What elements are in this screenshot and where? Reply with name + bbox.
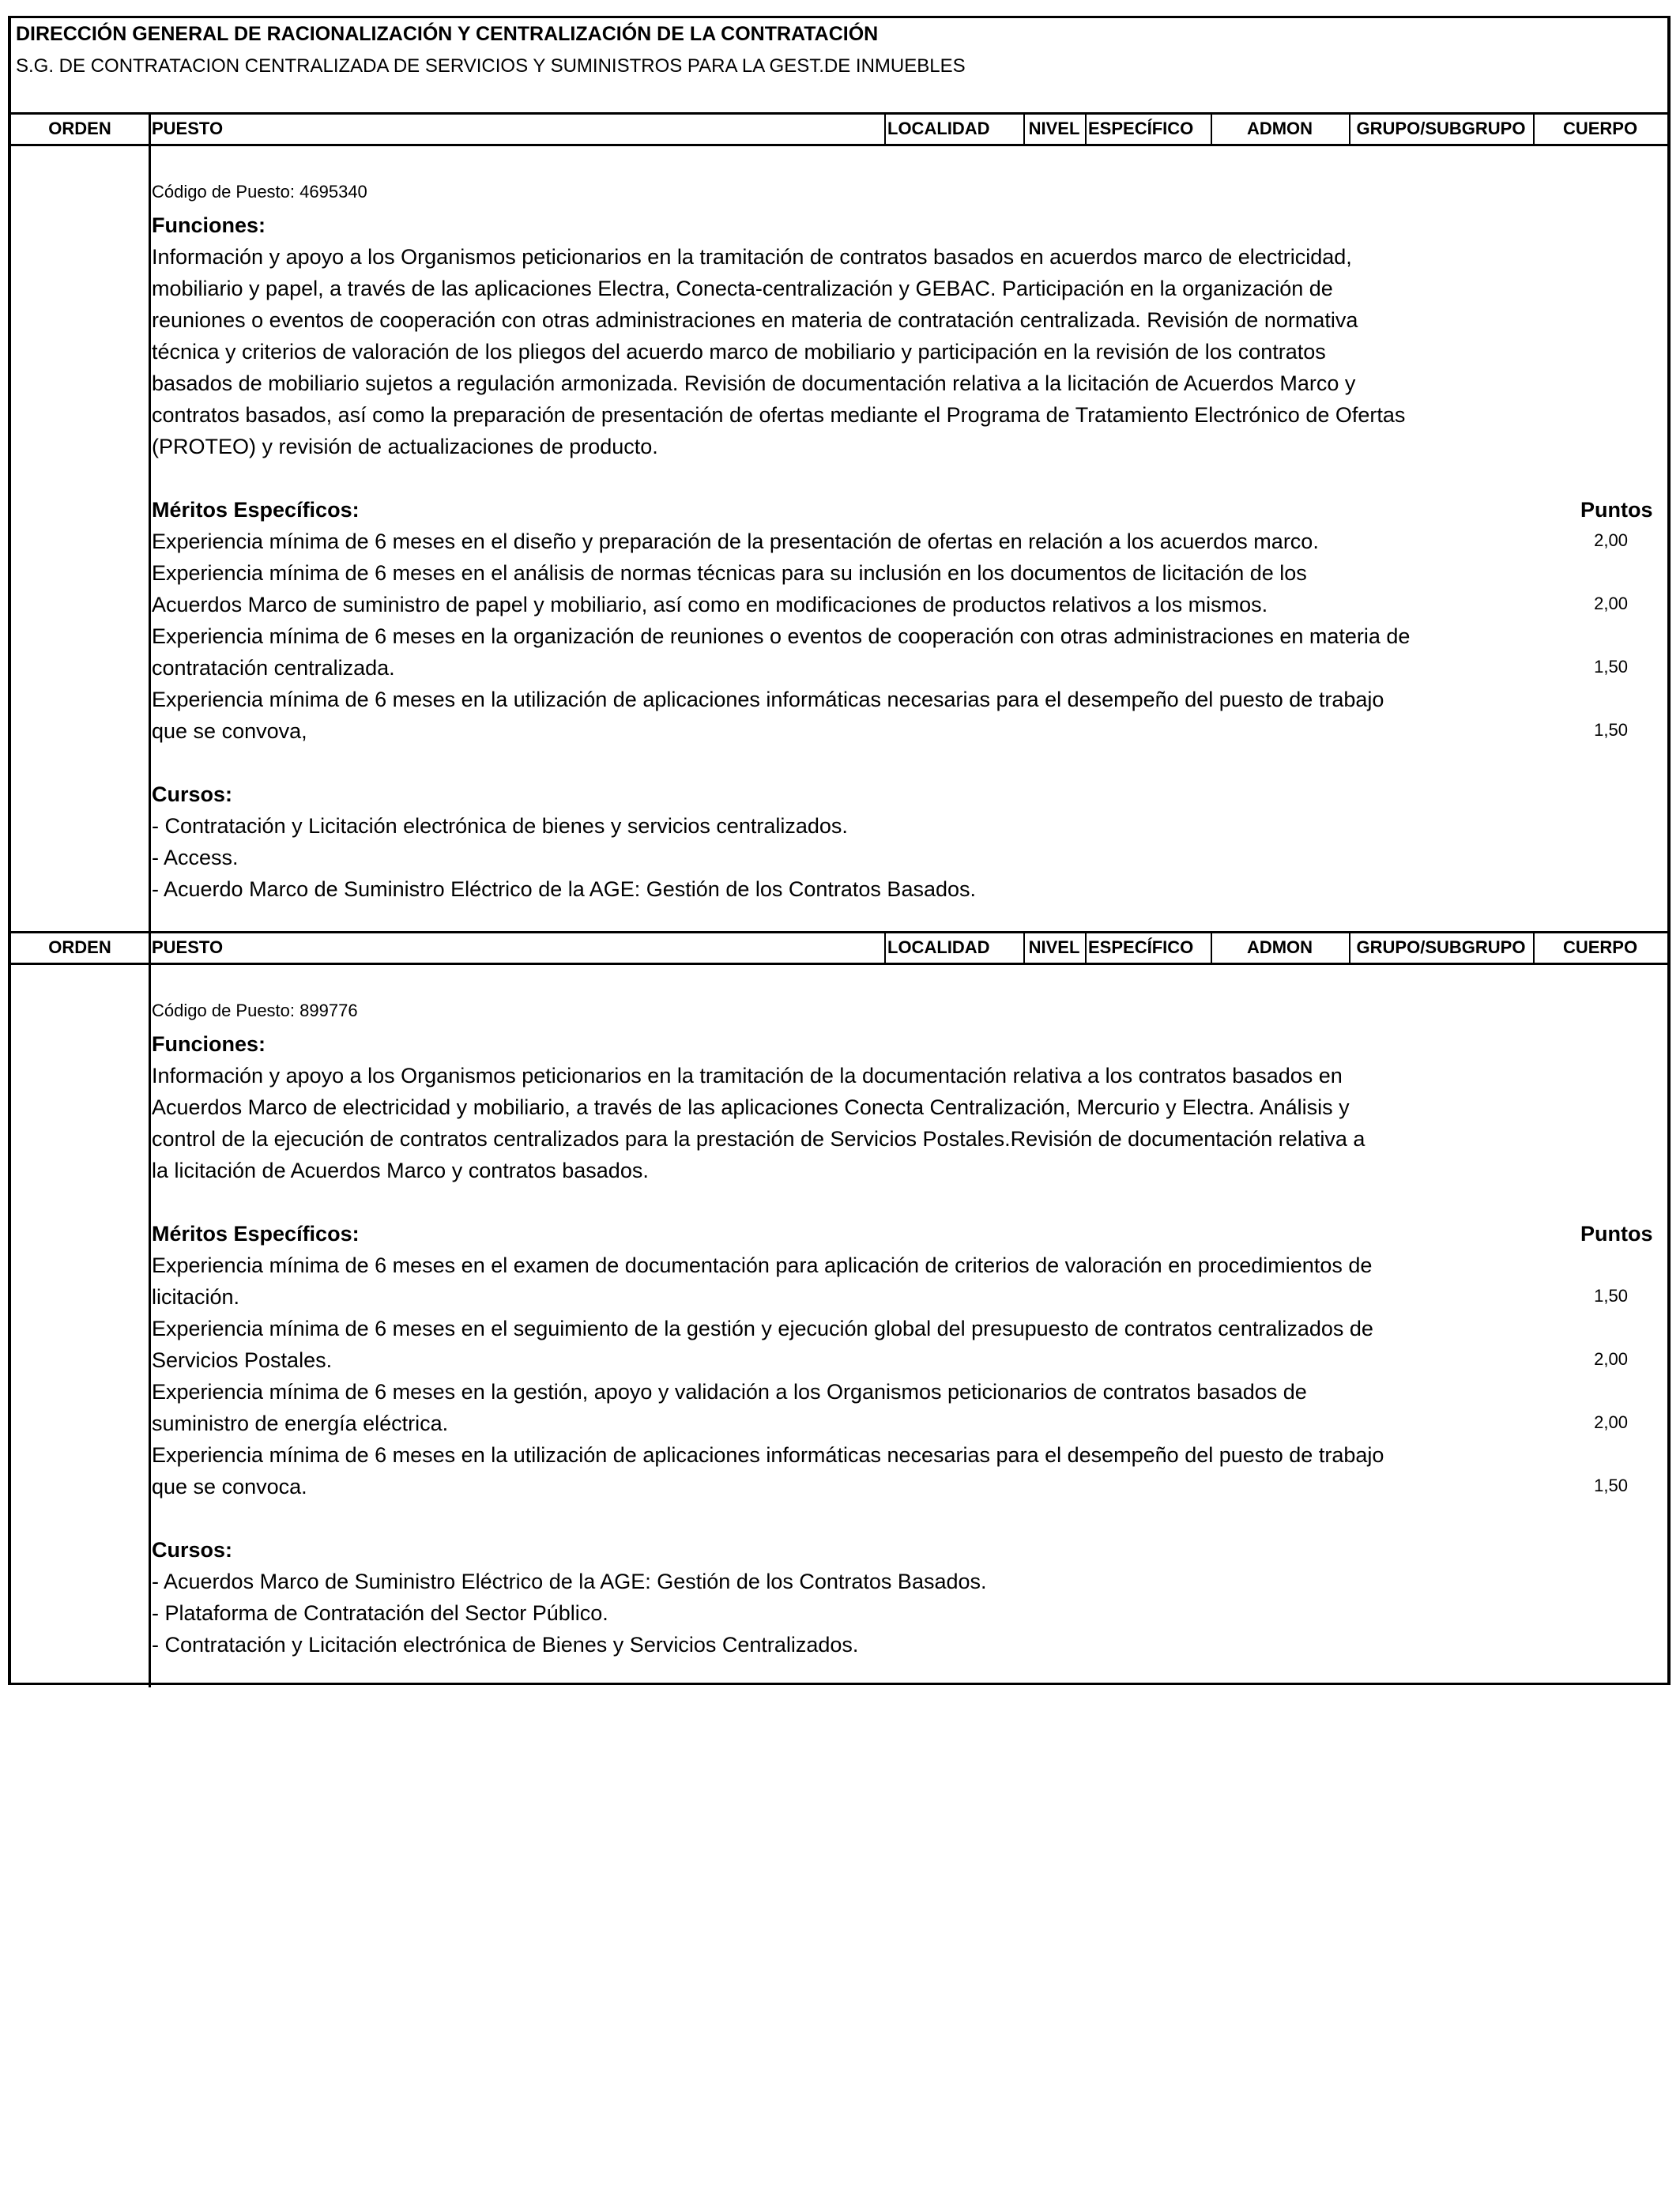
funciones-line: Acuerdos Marco de electricidad y mobiliario, a través de las aplicaciones Conecta Centralización, Mercurio y Electra. Análisis y — [152, 1095, 1350, 1119]
merito-line: Experiencia mínima de 6 meses en el seguimiento de la gestión y ejecución global del presupuesto de contratos centralizados de — [152, 1317, 1373, 1340]
merito-line: que se convoca. — [152, 1475, 307, 1498]
column-divider — [884, 112, 886, 144]
merito-puntos: 1,50 — [1594, 1476, 1628, 1495]
merito-puntos: 2,00 — [1594, 1412, 1628, 1432]
column-header-puesto: PUESTO — [152, 119, 224, 138]
funciones-line: Información y apoyo a los Organismos peticionarios en la tramitación de contratos basados en acuerdos marco de electricidad, — [152, 245, 1352, 269]
merito-puntos: 1,50 — [1594, 720, 1628, 740]
curso-line: - Access. — [152, 846, 239, 869]
merito-line: Experiencia mínima de 6 meses en la organización de reuniones o eventos de cooperación con otras administraciones en materia de — [152, 624, 1411, 648]
funciones-line: Información y apoyo a los Organismos peticionarios en la tramitación de la documentación relativa a los contratos basados en — [152, 1064, 1343, 1088]
funciones-line: la licitación de Acuerdos Marco y contratos basados. — [152, 1159, 649, 1182]
column-divider — [1085, 112, 1087, 144]
header-row-top — [11, 931, 1667, 933]
position-code-label: Código de Puesto: — [152, 182, 300, 202]
merito-line: suministro de energía eléctrica. — [152, 1412, 449, 1435]
column-divider — [1085, 931, 1087, 963]
position-code-value: 4695340 — [299, 182, 367, 202]
column-header-nivel: NIVEL — [1028, 937, 1080, 957]
column-header-admon: ADMON — [1246, 937, 1313, 957]
merito-line: que se convova, — [152, 719, 307, 743]
column-divider — [1023, 112, 1025, 144]
curso-line: - Plataforma de Contratación del Sector Público. — [152, 1601, 608, 1625]
position-code — [152, 1001, 358, 1021]
document-table — [8, 16, 1671, 1685]
cursos-label: Cursos: — [152, 782, 233, 806]
column-header-localidad: LOCALIDAD — [887, 937, 990, 957]
column-divider — [1349, 931, 1350, 963]
merito-line: Experiencia mínima de 6 meses en el análisis de normas técnicas para su inclusión en los documentos de licitación de los — [152, 561, 1307, 585]
header-title: DIRECCIÓN GENERAL DE RACIONALIZACIÓN Y CENTRALIZACIÓN DE LA CONTRATACIÓN — [16, 23, 879, 45]
merito-line: contratación centralizada. — [152, 656, 395, 680]
header-row-bottom — [11, 963, 1667, 965]
column-divider — [884, 931, 886, 963]
column-header-admon: ADMON — [1246, 119, 1313, 138]
funciones-line: técnica y criterios de valoración de los pliegos del acuerdo marco de mobiliario y participación en la revisión de los contratos — [152, 340, 1326, 364]
curso-line: - Contratación y Licitación electrónica de Bienes y Servicios Centralizados. — [152, 1633, 859, 1657]
merito-line: licitación. — [152, 1285, 240, 1309]
merito-line: Experiencia mínima de 6 meses en la utilización de aplicaciones informáticas necesarias para el desempeño del puesto de trabajo — [152, 1443, 1384, 1467]
column-header-grupo: GRUPO/SUBGRUPO — [1356, 119, 1526, 138]
funciones-line: reuniones o eventos de cooperación con otras administraciones en materia de contratación centralizada. Revisión de normativa — [152, 308, 1358, 332]
column-divider — [1533, 931, 1535, 963]
column-divider — [1023, 931, 1025, 963]
orden-column-divider — [149, 931, 151, 1687]
meritos-label: Méritos Específicos: — [152, 1222, 360, 1246]
funciones-line: basados de mobiliario sujetos a regulación armonizada. Revisión de documentación relativa a la licitación de Acuerdos Marco y — [152, 371, 1356, 395]
puntos-label: Puntos — [1580, 498, 1653, 522]
merito-line: Acuerdos Marco de suministro de papel y mobiliario, así como en modificaciones de productos relativos a los mismos. — [152, 593, 1268, 616]
header-subtitle: S.G. DE CONTRATACION CENTRALIZADA DE SERVICIOS Y SUMINISTROS PARA LA GEST.DE INMUEBLES — [16, 55, 966, 77]
column-header-orden: ORDEN — [48, 937, 111, 957]
position-code — [152, 182, 367, 202]
column-header-nivel: NIVEL — [1028, 119, 1080, 138]
curso-line: - Acuerdo Marco de Suministro Eléctrico de la AGE: Gestión de los Contratos Basados. — [152, 877, 977, 901]
funciones-line: mobiliario y papel, a través de las aplicaciones Electra, Conecta-centralización y GEBAC. Participación en la organización de — [152, 277, 1333, 300]
column-divider — [1211, 931, 1212, 963]
column-header-cuerpo: CUERPO — [1562, 119, 1638, 138]
funciones-label: Funciones: — [152, 213, 266, 237]
merito-line: Experiencia mínima de 6 meses en la gestión, apoyo y validación a los Organismos peticionarios de contratos basados de — [152, 1380, 1307, 1404]
meritos-label: Méritos Específicos: — [152, 498, 360, 522]
header-row-bottom — [11, 144, 1667, 146]
orden-column-divider — [149, 112, 151, 931]
funciones-label: Funciones: — [152, 1032, 266, 1056]
header-row-top — [11, 112, 1667, 115]
column-header-especifico: ESPECÍFICO — [1088, 119, 1194, 138]
column-header-localidad: LOCALIDAD — [887, 119, 990, 138]
merito-line: Experiencia mínima de 6 meses en la utilización de aplicaciones informáticas necesarias para el desempeño del puesto de trabajo — [152, 688, 1384, 711]
column-header-puesto: PUESTO — [152, 937, 224, 957]
column-header-orden: ORDEN — [48, 119, 111, 138]
merito-line: Servicios Postales. — [152, 1348, 333, 1372]
column-header-grupo: GRUPO/SUBGRUPO — [1356, 937, 1526, 957]
column-divider — [1533, 112, 1535, 144]
column-header-cuerpo: CUERPO — [1562, 937, 1638, 957]
merito-puntos: 1,50 — [1594, 657, 1628, 677]
curso-line: - Contratación y Licitación electrónica de bienes y servicios centralizados. — [152, 814, 848, 838]
funciones-line: contratos basados, así como la preparación de presentación de ofertas mediante el Programa de Tratamiento Electrónico de Ofertas — [152, 403, 1406, 427]
column-divider — [1211, 112, 1212, 144]
column-header-especifico: ESPECÍFICO — [1088, 937, 1194, 957]
position-code-label: Código de Puesto: — [152, 1001, 300, 1020]
cursos-label: Cursos: — [152, 1538, 233, 1562]
curso-line: - Acuerdos Marco de Suministro Eléctrico de la AGE: Gestión de los Contratos Basados. — [152, 1570, 987, 1593]
merito-puntos: 2,00 — [1594, 530, 1628, 550]
merito-line: Experiencia mínima de 6 meses en el diseño y preparación de la presentación de ofertas en relación a los acuerdos marco. — [152, 530, 1319, 553]
position-code-value: 899776 — [299, 1001, 358, 1020]
merito-line: Experiencia mínima de 6 meses en el examen de documentación para aplicación de criterios de valoración en procedimientos de — [152, 1253, 1373, 1277]
column-divider — [1349, 112, 1350, 144]
merito-puntos: 2,00 — [1594, 1349, 1628, 1369]
funciones-line: (PROTEO) y revisión de actualizaciones de producto. — [152, 435, 658, 458]
merito-puntos: 2,00 — [1594, 594, 1628, 613]
funciones-line: control de la ejecución de contratos centralizados para la prestación de Servicios Postales.Revisión de documentación relativa a — [152, 1127, 1365, 1151]
puntos-label: Puntos — [1580, 1222, 1653, 1246]
merito-puntos: 1,50 — [1594, 1286, 1628, 1306]
